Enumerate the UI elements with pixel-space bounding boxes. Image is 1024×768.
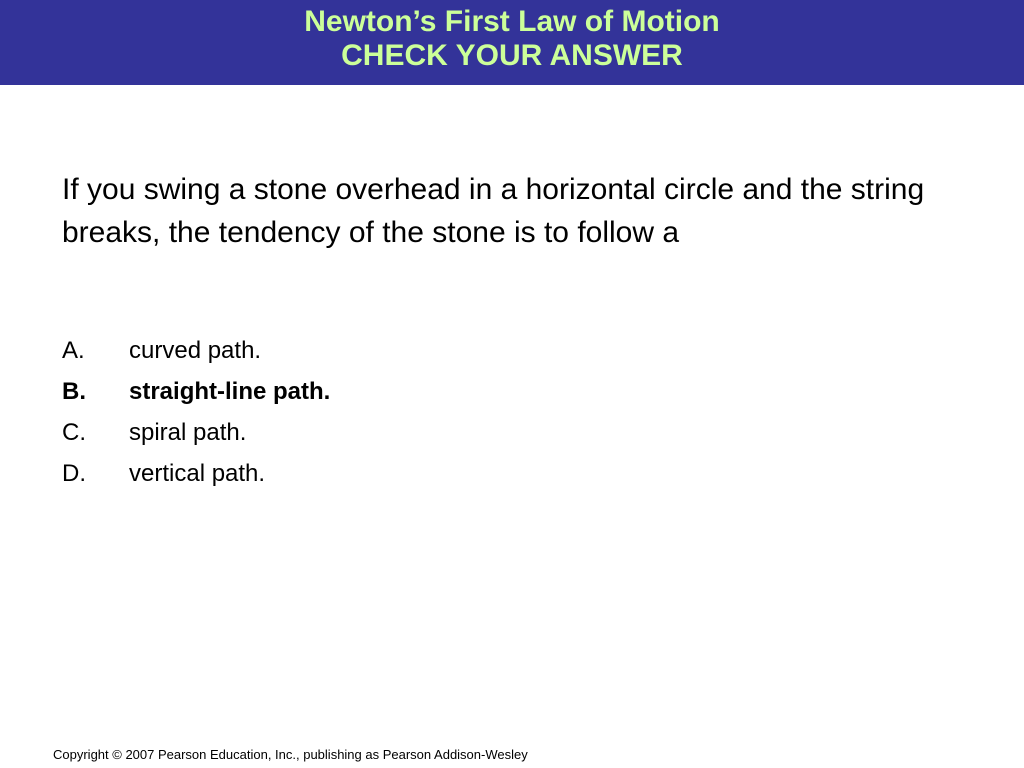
- option-letter: D.: [62, 460, 86, 487]
- option-text: spiral path.: [129, 419, 247, 446]
- question-text: If you swing a stone overhead in a horizontal circle and the string breaks, the tendency of the stone is to follow a: [62, 173, 925, 249]
- option-b-correct: [62, 371, 330, 412]
- option-c: [62, 412, 330, 453]
- option-a: [62, 330, 330, 371]
- slide-subtitle: CHECK YOUR ANSWER: [341, 39, 683, 72]
- option-text: vertical path.: [129, 460, 266, 487]
- option-letter: A.: [62, 337, 85, 364]
- option-text: straight-line path.: [129, 378, 331, 405]
- option-letter: C.: [62, 419, 86, 446]
- option-text: curved path.: [129, 337, 262, 364]
- title-banner: [0, 0, 1024, 85]
- option-letter: B.: [62, 378, 86, 405]
- slide-title: Newton’s First Law of Motion: [304, 5, 720, 38]
- answer-options: [62, 330, 330, 494]
- option-d: [62, 453, 330, 494]
- copyright-footer: Copyright © 2007 Pearson Education, Inc., publishing as Pearson Addison-Wesley: [53, 747, 528, 762]
